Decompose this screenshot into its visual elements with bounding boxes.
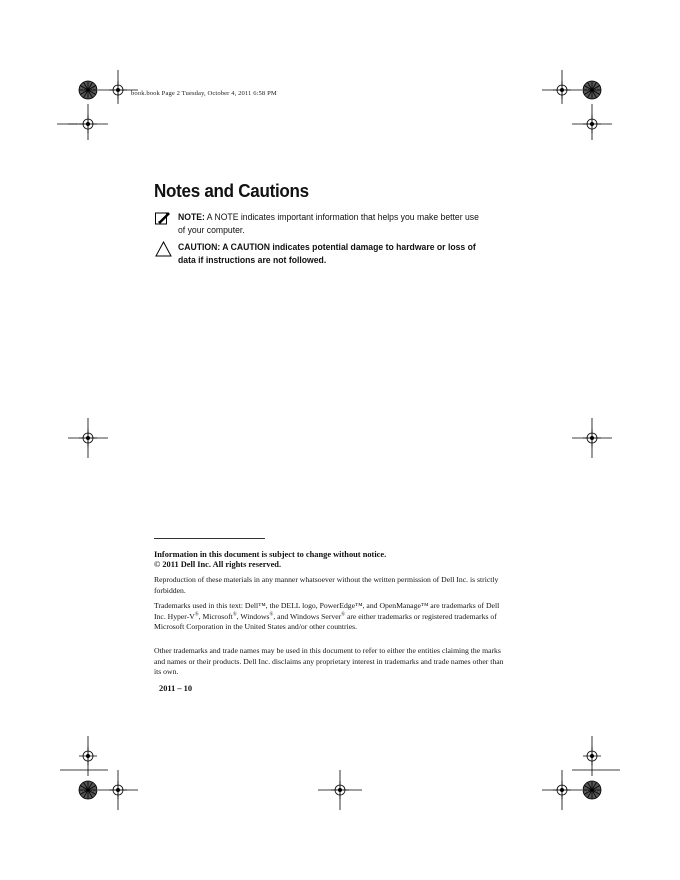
- registered-mark: ®: [232, 611, 237, 617]
- caution-callout: [178, 242, 484, 267]
- other-trademarks-paragraph: Other trademarks and trade names may be used in this document to refer to either the entities claiming the marks and names or their products. Dell Inc. disclaims any proprietary interest in trademarks and trade names other than its own.: [154, 646, 504, 676]
- file-stamp: book.book Page 2 Tuesday, October 4, 2011 6:58 PM: [131, 90, 277, 97]
- trademarks-text-4: , and Windows Server: [273, 611, 342, 621]
- trademarks-text-3: , Windows: [236, 611, 270, 621]
- registered-mark: ®: [269, 611, 274, 617]
- note-pencil-icon: [155, 211, 171, 225]
- registered-mark: ®: [194, 611, 199, 617]
- registered-mark: ®: [341, 611, 346, 617]
- caution-label: CAUTION:: [178, 242, 221, 253]
- caution-triangle-icon: [155, 241, 172, 257]
- caution-text: A CAUTION indicates potential damage to hardware or loss of data if instructions are not followed.: [178, 242, 476, 266]
- footnote-divider: [154, 538, 265, 539]
- note-label: NOTE:: [178, 212, 205, 223]
- trademarks-paragraph: [154, 601, 512, 633]
- note-callout: [178, 212, 484, 237]
- change-notice: Information in this document is subject to change without notice.: [154, 550, 387, 559]
- trademarks-text-1: Trademarks used in this text: Dell™, the DELL logo, PowerEdge™, and OpenManage™ are trademarks of Dell Inc. Hyper-V: [154, 601, 500, 621]
- note-text: A NOTE indicates important information that helps you make better use of your computer.: [178, 212, 479, 236]
- page-title: Notes and Cautions: [154, 180, 309, 201]
- trademarks-text-5: are either trademarks or registered trademarks of Microsoft Corporation in the United States and/or other countries.: [154, 611, 497, 631]
- copyright-line: © 2011 Dell Inc. All rights reserved.: [154, 560, 282, 569]
- date-code: 2011 – 10: [159, 684, 193, 693]
- trademarks-text-2: , Microsoft: [198, 611, 233, 621]
- reproduction-paragraph: Reproduction of these materials in any manner whatsoever without the written permission of Dell Inc. is strictly forbidden.: [154, 575, 499, 595]
